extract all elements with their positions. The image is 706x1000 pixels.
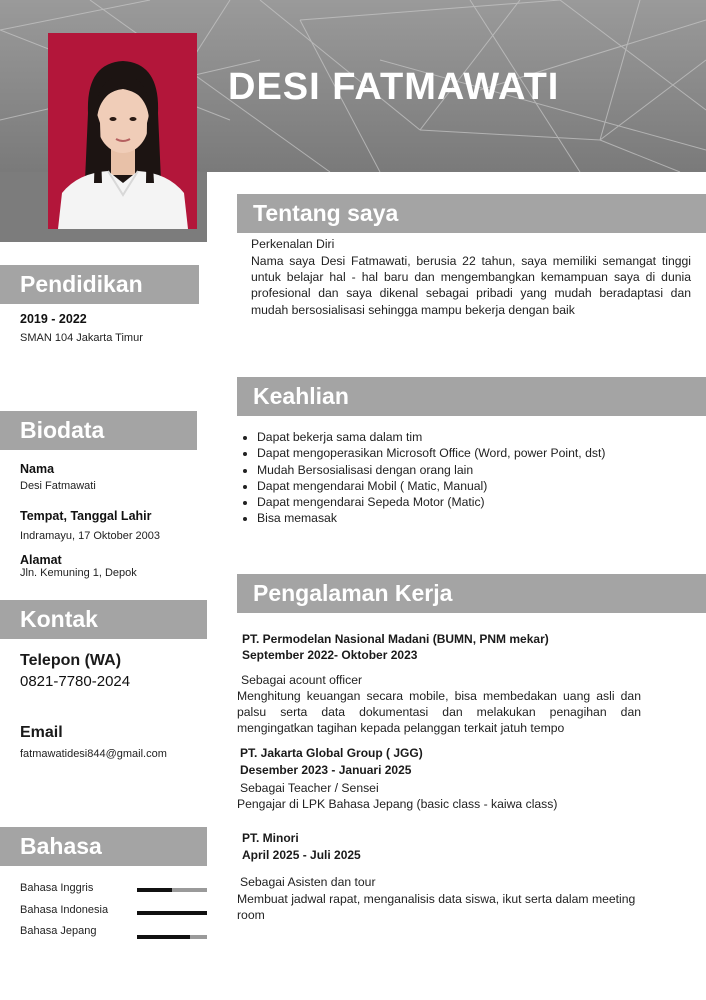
section-heading-experience: Pengalaman Kerja bbox=[237, 574, 706, 613]
skill-item: • Dapat mengendarai Sepeda Motor (Matic) bbox=[257, 494, 706, 510]
skill-item: • Dapat bekerja sama dalam tim bbox=[257, 429, 706, 445]
language-level-bar bbox=[137, 911, 207, 915]
section-heading-education: Pendidikan bbox=[0, 265, 199, 304]
portrait-illustration bbox=[48, 33, 197, 229]
biodata-birth-label: Tempat, Tanggal Lahir bbox=[20, 509, 152, 523]
skill-item: • Bisa memasak bbox=[257, 510, 706, 526]
person-name: DESI FATMAWATI bbox=[228, 66, 560, 108]
about-subtitle: Perkenalan Diri bbox=[251, 237, 335, 251]
job-role: Sebagai Asisten dan tour bbox=[240, 875, 376, 889]
job-period: Desember 2023 - Januari 2025 bbox=[240, 763, 412, 777]
job-description: Pengajar di LPK Bahasa Jepang (basic class - kaiwa class) bbox=[237, 797, 558, 811]
biodata-name-label: Nama bbox=[20, 462, 55, 476]
section-heading-about: Tentang saya bbox=[237, 194, 706, 233]
language-name: Bahasa Indonesia bbox=[20, 904, 109, 916]
language-level-bar bbox=[137, 935, 207, 939]
biodata-birth-value: Indramayu, 17 Oktober 2003 bbox=[20, 530, 161, 542]
language-level-fill bbox=[137, 935, 190, 939]
contact-email-label: Email bbox=[20, 724, 63, 741]
job-period: September 2022- Oktober 2023 bbox=[242, 648, 418, 662]
section-heading-biodata: Biodata bbox=[0, 411, 197, 450]
biodata-name-value: Desi Fatmawati bbox=[20, 480, 96, 492]
skills-list bbox=[237, 429, 706, 527]
job-company: PT. Jakarta Global Group ( JGG) bbox=[240, 746, 423, 760]
job-description: Membuat jadwal rapat, menganalisis data siswa, ikut serta dalam meeting room bbox=[237, 892, 636, 923]
contact-email-value[interactable]: fatmawatidesi844@gmail.com bbox=[20, 748, 167, 760]
language-name: Bahasa Jepang bbox=[20, 925, 97, 937]
contact-phone-value[interactable]: 0821-7780-2024 bbox=[20, 673, 131, 690]
job-role: Sebagai acount officer bbox=[241, 673, 363, 687]
biodata-address-label: Alamat bbox=[20, 553, 62, 567]
skill-item: • Dapat mengoperasikan Microsoft Office (Word, power Point, dst) bbox=[257, 445, 706, 461]
skill-item: • Dapat mengendarai Mobil ( Matic, Manual) bbox=[257, 478, 706, 494]
education-years: 2019 - 2022 bbox=[20, 312, 87, 326]
biodata-address-value: Jln. Kemuning 1, Depok bbox=[20, 567, 137, 579]
skill-item: • Mudah Bersosialisasi dengan orang lain bbox=[257, 462, 706, 478]
language-level-fill bbox=[137, 911, 207, 915]
section-heading-contact: Kontak bbox=[0, 600, 207, 639]
job-company: PT. Permodelan Nasional Madani (BUMN, PNM mekar) bbox=[242, 632, 549, 646]
job-company: PT. Minori bbox=[242, 831, 299, 845]
section-heading-languages: Bahasa bbox=[0, 827, 207, 866]
about-text: Nama saya Desi Fatmawati, berusia 22 tahun, saya memiliki semangat tinggi untuk belajar hal - hal baru dan mengembangkan kemampuan saya di dunia profesional dan saya dikenal sebagai pribadi yang mudah beradaptasi dan mudah bersosialisasi sehingga mampu bekerja dengan baik bbox=[251, 254, 691, 317]
section-heading-skills: Keahlian bbox=[237, 377, 706, 416]
language-level-bar bbox=[137, 888, 207, 892]
language-name: Bahasa Inggris bbox=[20, 882, 94, 894]
language-level-fill bbox=[137, 888, 172, 892]
job-description: Menghitung keuangan secara mobile, bisa membedakan uang asli dan palsu serta data dokumentasi dan melakukan penagihan dan mengingatkan tagihan kepada pelanggan terkait jatuh tempo bbox=[237, 689, 641, 736]
profile-photo bbox=[48, 33, 197, 229]
contact-phone-label: Telepon (WA) bbox=[20, 652, 122, 669]
education-school: SMAN 104 Jakarta Timur bbox=[20, 332, 143, 344]
job-period: April 2025 - Juli 2025 bbox=[242, 848, 361, 862]
job-role: Sebagai Teacher / Sensei bbox=[240, 781, 379, 795]
